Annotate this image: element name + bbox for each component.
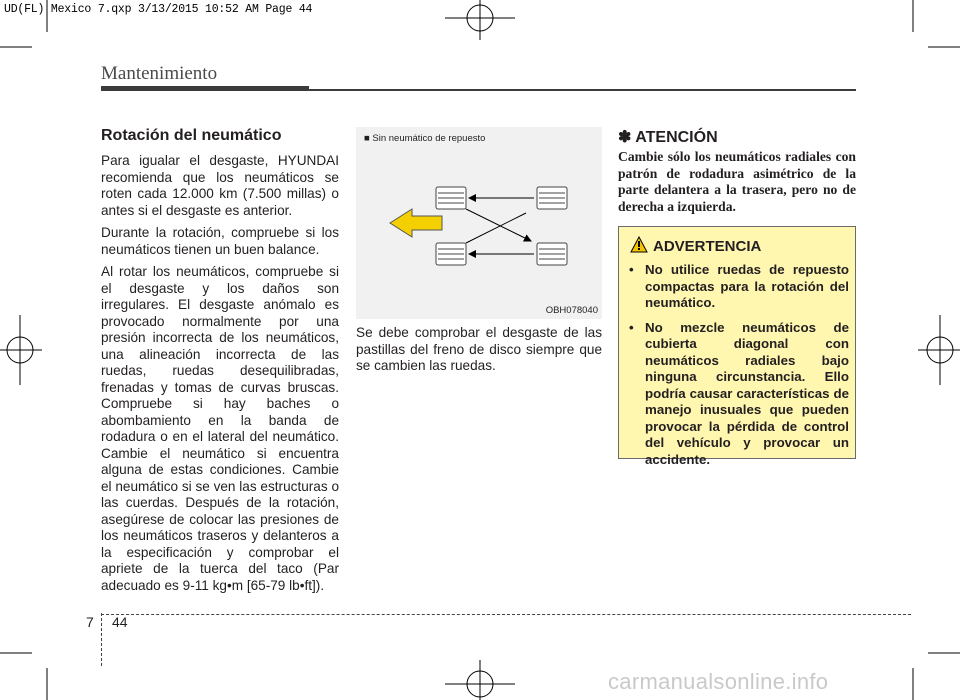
warning-item xyxy=(627,320,849,469)
warning-item-text: No mezcle neumáticos de cubierta diagonal con neumáticos radiales bajo ninguna circunstancia. Ello podría causar características de manejo inusuales que pueden provocar la pérdida de control del vehículo y provocar un accidente. xyxy=(645,319,849,467)
warning-item-text: No utilice ruedas de repuesto compactas para la rotación del neumático. xyxy=(645,262,849,310)
attention-body: Cambie sólo los neumáticos radiales con patrón de rodadura asimétrico de la parte delantera a la trasera, pero no de derecha a izquierda. xyxy=(618,149,856,214)
footer-dotted-rule xyxy=(101,614,911,615)
figure-caption: ■ Sin neumático de repuesto xyxy=(364,133,486,144)
paragraph: Al rotar los neumáticos, compruebe si el desgaste y los daños son irregulares. El desgaste anómalo es provocado normalmente por una presión incorrecta de los neumáticos, una alineación incorrecta de las ruedas, ruedas desequilibradas, frenadas y tomas de curvas bruscas. Compruebe si hay baches o abombamiento en la banda de rodadura o en el lateral del neumático. Cambie el neumático si encuentra alguna de estas condiciones. Cambie el neumático si se ven las estructuras o las cuerdas. Después de la rotación, asegúrese de colocar las presiones de los neumáticos traseros y delanteros a la especificación y comprobar el apriete de la tuerca del taco (Par adecuado es 9-11 kg•m [65-79 lb•ft]). xyxy=(101,264,340,593)
print-slug: UD(FL) Mexico 7.qxp 3/13/2015 10:52 AM Page 44 xyxy=(4,3,313,16)
tire-front-right xyxy=(436,243,466,265)
line-front-right-to-rear-left xyxy=(466,213,526,243)
arrow-front-left-to-rear-right xyxy=(466,209,531,241)
warning-list xyxy=(627,262,849,476)
column-brake-note xyxy=(356,325,602,381)
page-number: 44 xyxy=(112,614,128,630)
figure-code: OBH078040 xyxy=(545,305,598,316)
registration-mark-left xyxy=(0,315,42,385)
chapter-number: 7 xyxy=(86,614,94,630)
attention-title: ✽ ATENCIÓN xyxy=(618,129,718,146)
tire-rotation-figure xyxy=(356,127,602,319)
warning-box xyxy=(618,226,856,467)
registration-mark-bottom xyxy=(445,660,515,700)
tire-rear-right xyxy=(537,243,567,265)
tire-rotation-diagram xyxy=(356,127,602,319)
paragraph: Se debe comprobar el desgaste de las pastillas del freno de disco siempre que se cambien las ruedas. xyxy=(356,325,602,373)
footer-page-separator xyxy=(101,613,103,666)
registration-mark-right xyxy=(918,315,960,385)
paragraph: Para igualar el desgaste, HYUNDAI recomienda que los neumáticos se roten cada 12.000 km (7.500 millas) o antes si el desgaste es anterior. xyxy=(101,153,339,218)
header-rule-thick xyxy=(101,86,309,91)
warning-title: ADVERTENCIA xyxy=(653,238,762,255)
forward-direction-arrow xyxy=(390,209,442,237)
header-rule-thin xyxy=(309,89,856,91)
warning-item xyxy=(627,262,849,312)
watermark: carmanualsonline.info xyxy=(608,669,829,694)
paragraph: Durante la rotación, compruebe si los neumáticos tienen un buen balance. xyxy=(101,225,339,257)
warning-triangle-icon xyxy=(630,236,648,253)
registration-mark-top xyxy=(445,0,515,40)
section-title: Mantenimiento xyxy=(101,63,218,84)
tire-rear-left xyxy=(537,187,567,209)
column-tire-rotation xyxy=(101,127,339,600)
tire-front-left xyxy=(436,187,466,209)
bullet-icon: • xyxy=(629,319,634,335)
bullet-icon: • xyxy=(629,262,634,277)
heading-tire-rotation: Rotación del neumático xyxy=(101,127,282,144)
